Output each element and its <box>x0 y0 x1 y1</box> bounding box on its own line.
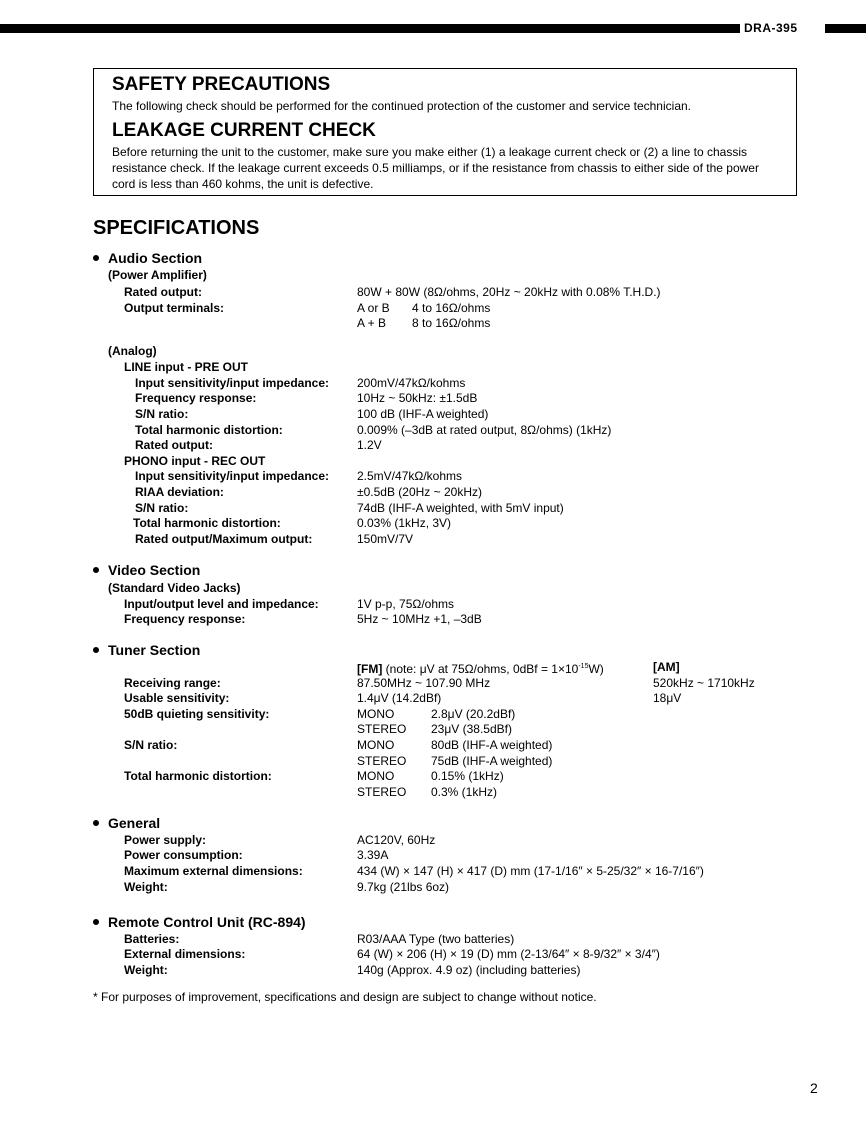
spec-label: Output terminals: <box>124 301 225 315</box>
power-amp-heading: (Power Amplifier) <box>108 268 207 282</box>
spec-value: 74dB (IHF-A weighted, with 5mV input) <box>357 501 564 515</box>
spec-label: S/N ratio: <box>135 501 189 515</box>
safety-title: SAFETY PRECAUTIONS <box>112 74 331 95</box>
general-section-title: General <box>108 815 161 831</box>
mode-label: MONO <box>357 738 395 752</box>
spec-value: 0.15% (1kHz) <box>431 769 504 783</box>
spec-label: Power consumption: <box>124 848 243 862</box>
spec-label: Input/output level and impedance: <box>124 597 319 611</box>
mode-label: STEREO <box>357 722 407 736</box>
mode-label: MONO <box>357 707 395 721</box>
spec-value: R03/AAA Type (two batteries) <box>357 932 515 946</box>
fm-note: (note: μV at 75Ω/ohms, 0dBf = 1×10 <box>385 662 579 676</box>
spec-label: Total harmonic distortion: <box>135 423 283 437</box>
line-input-heading: LINE input - PRE OUT <box>124 360 248 374</box>
video-section-title: Video Section <box>108 562 201 578</box>
leakage-text: Before returning the unit to the customer, make sure you make either (1) a leakage current check or (2) a line to chassis resistance check. If the leakage current exceeds 0.5 milliamps, or if the resistance from chassis to either side of the power cord is less than 460 kohms, the unit is defective. <box>112 145 759 191</box>
spec-value: 2.5mV/47kΩ/kohms <box>357 469 463 483</box>
spec-label: Input sensitivity/input impedance: <box>135 469 330 483</box>
spec-label: S/N ratio: <box>124 738 178 752</box>
tuner-section-title: Tuner Section <box>108 642 201 658</box>
spec-label: Frequency response: <box>135 391 257 405</box>
spec-label: Maximum external dimensions: <box>124 864 303 878</box>
spec-value: 1.2V <box>357 438 382 452</box>
spec-value: 18μV <box>653 691 682 705</box>
spec-value: 3.39A <box>357 848 389 862</box>
spec-label: Power supply: <box>124 833 207 847</box>
spec-label: Frequency response: <box>124 612 246 626</box>
mode-label: STEREO <box>357 785 407 799</box>
spec-value: 0.3% (1kHz) <box>431 785 498 799</box>
spec-value: 200mV/47kΩ/kohms <box>357 376 466 390</box>
bullet-icon <box>93 255 99 261</box>
footnote: * For purposes of improvement, specifications and design are subject to change without notice. <box>93 990 597 1004</box>
spec-label: Weight: <box>124 880 168 894</box>
spec-label: Rated output/Maximum output: <box>135 532 313 546</box>
remote-section-title: Remote Control Unit (RC-894) <box>108 914 306 930</box>
spec-value: 87.50MHz ~ 107.90 MHz <box>357 676 491 690</box>
bullet-icon <box>93 647 99 653</box>
spec-value: 1V p-p, 75Ω/ohms <box>357 597 455 611</box>
leakage-title: LEAKAGE CURRENT CHECK <box>112 120 376 141</box>
spec-label: Batteries: <box>124 932 180 946</box>
audio-section-title: Audio Section <box>108 250 203 266</box>
spec-value: 2.8μV (20.2dBf) <box>431 707 516 721</box>
spec-label: 50dB quieting sensitivity: <box>124 707 270 721</box>
spec-value: 8 to 16Ω/ohms <box>412 316 491 330</box>
header-rule-right <box>825 24 866 33</box>
phono-input-heading: PHONO input - REC OUT <box>124 454 266 468</box>
specifications-title: SPECIFICATIONS <box>93 217 260 239</box>
spec-value: A or B <box>357 301 390 315</box>
mode-label: MONO <box>357 769 395 783</box>
spec-value: 10Hz ~ 50kHz: ±1.5dB <box>357 391 478 405</box>
safety-text: The following check should be performed for the continued protection of the customer and service technician. <box>112 99 691 113</box>
spec-label: Usable sensitivity: <box>124 691 230 705</box>
spec-value: 520kHz ~ 1710kHz <box>653 676 755 690</box>
mode-label: STEREO <box>357 754 407 768</box>
spec-value: 80W + 80W (8Ω/ohms, 20Hz ~ 20kHz with 0.08% T.H.D.) <box>357 285 661 299</box>
spec-value: 80dB (IHF-A weighted) <box>431 738 553 752</box>
spec-value: 5Hz ~ 10MHz +1, –3dB <box>357 612 482 626</box>
spec-value: 1.4μV (14.2dBf) <box>357 691 442 705</box>
spec-value: 0.009% (–3dB at rated output, 8Ω/ohms) (1kHz) <box>357 423 612 437</box>
safety-box <box>93 68 797 196</box>
spec-value: 23μV (38.5dBf) <box>431 722 512 736</box>
spec-value: 4 to 16Ω/ohms <box>412 301 491 315</box>
spec-label: Input sensitivity/input impedance: <box>135 376 330 390</box>
fm-note-line <box>357 660 604 676</box>
spec-label: Receiving range: <box>124 676 221 690</box>
spec-label: S/N ratio: <box>135 407 189 421</box>
am-heading: [AM] <box>653 660 680 674</box>
spec-value: 9.7kg (21lbs 6oz) <box>357 880 450 894</box>
spec-value: 434 (W) × 147 (H) × 417 (D) mm (17-1/16″ × 5-25/32″ × 16-7/16″) <box>357 864 704 878</box>
analog-heading: (Analog) <box>108 344 157 358</box>
spec-value: AC120V, 60Hz <box>357 833 436 847</box>
header-rule-left <box>0 24 740 33</box>
spec-value: 0.03% (1kHz, 3V) <box>357 516 452 530</box>
fm-heading: [FM] <box>357 662 383 676</box>
bullet-icon <box>93 820 99 826</box>
spec-value: 75dB (IHF-A weighted) <box>431 754 553 768</box>
spec-value: 150mV/7V <box>357 532 414 546</box>
spec-label: Weight: <box>124 963 168 977</box>
spec-label: Rated output: <box>135 438 213 452</box>
video-sub-heading: (Standard Video Jacks) <box>108 581 241 595</box>
fm-note-end: W) <box>588 662 604 676</box>
spec-label: RIAA deviation: <box>135 485 224 499</box>
spec-label: Rated output: <box>124 285 202 299</box>
spec-value: 64 (W) × 206 (H) × 19 (D) mm (2-13/64″ × 8-9/32″ × 3/4″) <box>357 947 660 961</box>
bullet-icon <box>93 919 99 925</box>
model-label: DRA-395 <box>744 21 798 35</box>
spec-value: ±0.5dB (20Hz ~ 20kHz) <box>357 485 482 499</box>
bullet-icon <box>93 567 99 573</box>
spec-value: A + B <box>357 316 387 330</box>
spec-label: External dimensions: <box>124 947 246 961</box>
fm-note-exponent: -15 <box>578 663 589 670</box>
spec-label: Total harmonic distortion: <box>133 516 281 530</box>
spec-value: 100 dB (IHF-A weighted) <box>357 407 489 421</box>
spec-value: 140g (Approx. 4.9 oz) (including batteries) <box>357 963 581 977</box>
page-number: 2 <box>810 1080 818 1096</box>
spec-label: Total harmonic distortion: <box>124 769 272 783</box>
